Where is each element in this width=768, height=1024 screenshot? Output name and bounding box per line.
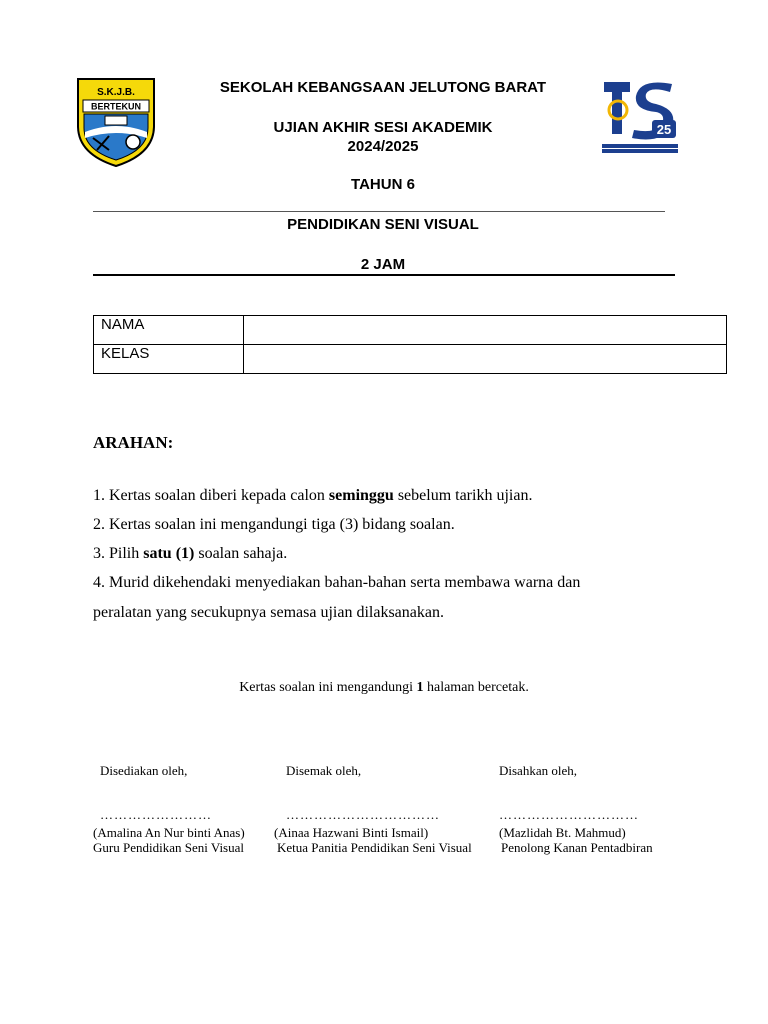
instruction-item-4-line-2: peralatan yang secukupnya semasa ujian dilaksanakan. [93,604,444,621]
instruction-item-2: 2. Kertas soalan ini mengandungi tiga (3) bidang soalan. [93,516,455,533]
instructions-title: ARAHAN: [93,433,174,452]
table-row [94,316,727,345]
ts25-number: 25 [656,122,672,137]
instruction-item-4-line-1: 4. Murid dikehendaki menyediakan bahan-bahan serta membawa warna dan [93,574,581,591]
page-count-note [0,680,768,696]
table-row [94,345,727,374]
header-divider [93,211,665,212]
signatory-name-approved: (Mazlidah Bt. Mahmud) [499,825,626,840]
instruction-emphasis: satu (1) [143,545,195,562]
student-info-table [93,315,727,374]
signatory-name-reviewed: (Ainaa Hazwani Binti Ismail) [274,825,429,840]
signatory-name-prepared: (Amalina An Nur binti Anas) [93,825,245,840]
class-label: KELAS [94,345,244,374]
instruction-text: soalan sahaja. [194,545,288,562]
signature-line-prepared: …………………… [100,807,212,822]
year-level: TAHUN 6 [351,176,415,193]
instruction-emphasis: seminggu [328,487,394,504]
exam-session: 2024/2025 [347,138,419,155]
note-text: halaman bercetak. [423,680,529,695]
signature-line-reviewed: …………………………… [286,807,440,822]
instruction-text: 3. Pilih [93,545,144,562]
instruction-item-3 [93,539,693,568]
crest-motto: BERTEKUN [90,101,142,112]
exam-title: UJIAN AKHIR SESI AKADEMIK [273,119,493,136]
signature-caption-prepared: Disediakan oleh, [100,763,188,778]
exam-duration: 2 JAM [360,256,406,273]
instruction-item-1 [93,481,693,510]
header-bottom-rule [93,274,675,276]
signatory-role-prepared: Guru Pendidikan Seni Visual [93,840,244,855]
signature-caption-reviewed: Disemak oleh, [286,763,362,778]
name-field[interactable] [244,316,727,345]
note-text: Kertas soalan ini mengandungi [239,680,417,695]
signature-line-approved: ………………………… [499,807,639,822]
school-name: SEKOLAH KEBANGSAAN JELUTONG BARAT [219,79,547,96]
signature-caption-approved: Disahkan oleh, [499,763,577,778]
instruction-text: 1. Kertas soalan diberi kepada calon [93,487,329,504]
signatory-role-reviewed: Ketua Panitia Pendidikan Seni Visual [277,840,472,855]
signatory-role-approved: Penolong Kanan Pentadbiran [501,840,653,855]
note-page-count: 1 [416,680,424,695]
instruction-text: sebelum tarikh ujian. [393,487,533,504]
name-label: NAMA [94,316,244,345]
crest-top-text: S.K.J.B. [97,87,135,98]
class-field[interactable] [244,345,727,374]
subject-title: PENDIDIKAN SENI VISUAL [287,216,479,233]
